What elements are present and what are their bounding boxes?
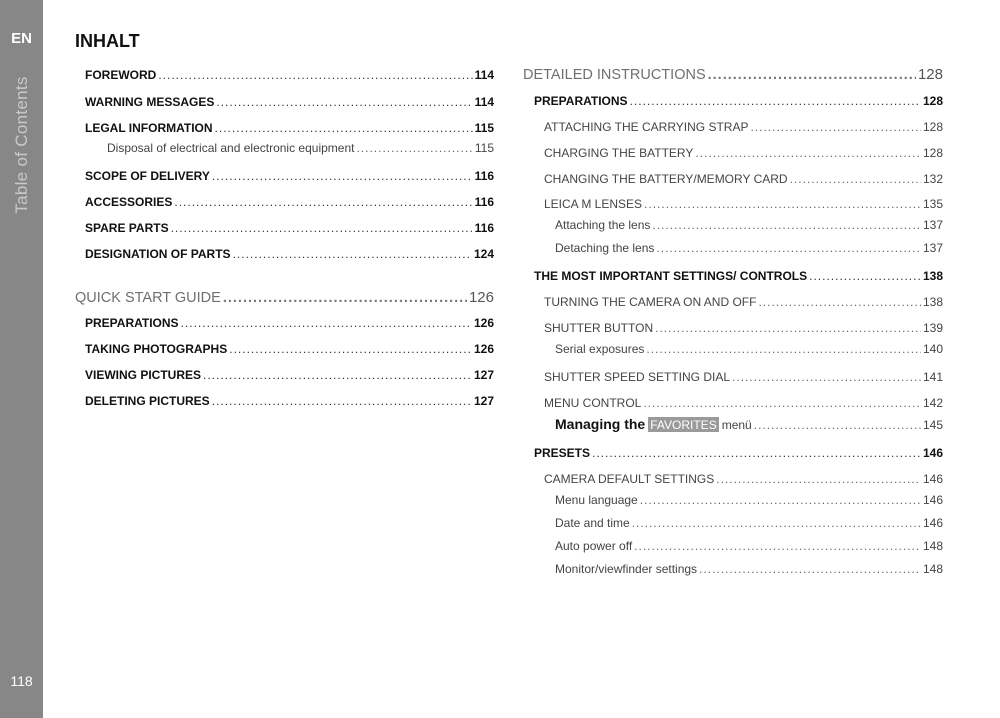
toc-entry-changing-battery-memory-card[interactable]: [544, 172, 943, 186]
toc-entry-warning-messages[interactable]: [85, 95, 494, 109]
leader-dots: [644, 197, 921, 211]
toc-entry-label: PREPARATIONS: [534, 94, 628, 108]
toc-entry-managing-favorites[interactable]: [555, 416, 943, 432]
toc-entry-label: DESIGNATION OF PARTS: [85, 247, 231, 261]
toc-entry-label: THE MOST IMPORTANT SETTINGS/ CONTROLS: [534, 269, 808, 283]
toc-entry-shutter-speed-dial[interactable]: [544, 370, 943, 384]
leader-dots: [632, 516, 921, 530]
leader-dots: [356, 141, 472, 155]
toc-entry-page: 148: [922, 539, 943, 553]
toc-entry-label: Menu language: [555, 493, 638, 507]
toc-entry-page: 132: [922, 172, 943, 186]
leader-dots: [223, 290, 467, 306]
leader-dots: [229, 342, 472, 356]
toc-entry-page: 140: [922, 342, 943, 356]
leader-dots: [233, 247, 472, 261]
toc-entry-label: Serial exposures: [555, 342, 645, 356]
toc-entry-page: 148: [922, 562, 943, 576]
toc-entry-label: Detaching the lens: [555, 241, 655, 255]
leader-dots: [655, 321, 921, 335]
toc-entry-leica-m-lenses[interactable]: [544, 197, 943, 211]
leader-dots: [634, 539, 921, 553]
toc-entry-label: ATTACHING THE CARRYING STRAP: [544, 120, 749, 134]
toc-entry-label: CHARGING THE BATTERY: [544, 146, 694, 160]
leader-dots: [652, 218, 921, 232]
toc-entry-page: 139: [922, 321, 943, 335]
toc-entry-page: 138: [922, 269, 943, 283]
toc-section-detailed-instructions[interactable]: [523, 66, 943, 83]
toc-entry-most-important-settings[interactable]: [534, 269, 943, 283]
leader-dots: [171, 221, 473, 235]
toc-entry-label: WARNING MESSAGES: [85, 95, 215, 109]
page-title: INHALT: [75, 31, 140, 51]
toc-entry-page: 126: [473, 342, 494, 356]
toc-section-page: 128: [917, 66, 943, 83]
toc-entry-serial-exposures[interactable]: [555, 342, 943, 356]
toc-entry-page: 138: [922, 295, 943, 309]
toc-entry-label: SHUTTER BUTTON: [544, 321, 654, 335]
toc-entry-page: 128: [922, 120, 943, 134]
favorites-badge: FAVORITES: [650, 418, 717, 432]
toc-entry-page: 114: [474, 68, 494, 82]
toc-entry-detaching-lens[interactable]: [555, 241, 943, 255]
toc-entry-label: TURNING THE CAMERA ON AND OFF: [544, 295, 757, 309]
leader-dots: [754, 418, 921, 432]
toc-entry-disposal[interactable]: [107, 141, 494, 155]
toc-entry-foreword[interactable]: [85, 68, 494, 82]
toc-entry-label: Monitor/viewfinder settings: [555, 562, 698, 576]
toc-entry-page: 141: [922, 370, 943, 384]
leader-dots: [643, 396, 921, 410]
toc-entry-page: 114: [474, 95, 494, 109]
toc-entry-page: 128: [922, 94, 943, 108]
toc-entry-page: 146: [922, 472, 943, 486]
toc-entry-preparations[interactable]: [85, 316, 494, 330]
toc-entry-accessories[interactable]: [85, 195, 494, 209]
toc-entry-page: 137: [922, 241, 943, 255]
leader-dots: [708, 67, 916, 83]
toc-entry-page: 127: [473, 368, 494, 382]
toc-entry-auto-power-off[interactable]: [555, 539, 943, 553]
toc-entry-taking-photographs[interactable]: [85, 342, 494, 356]
leader-dots: [732, 370, 921, 384]
toc-entry-page: 145: [922, 418, 943, 432]
toc-entry-page: 115: [474, 141, 494, 155]
leader-dots: [640, 493, 921, 507]
toc-entry-label: CHANGING THE BATTERY/MEMORY CARD: [544, 172, 788, 186]
language-label: EN: [11, 30, 32, 47]
toc-entry-date-and-time[interactable]: [555, 516, 943, 530]
toc-entry-page: 126: [473, 316, 494, 330]
leader-dots: [750, 120, 921, 134]
favorites-label-bold: Managing the: [555, 416, 646, 432]
leader-dots: [212, 169, 473, 183]
toc-entry-viewing-pictures[interactable]: [85, 368, 494, 382]
leader-dots: [181, 316, 472, 330]
toc-entry-menu-language[interactable]: [555, 493, 943, 507]
toc-entry-page: 137: [922, 218, 943, 232]
toc-entry-page: 146: [922, 516, 943, 530]
leader-dots: [592, 446, 921, 460]
toc-entry-label: TAKING PHOTOGRAPHS: [85, 342, 228, 356]
toc-entry-spare-parts[interactable]: [85, 221, 494, 235]
toc-entry-label: SHUTTER SPEED SETTING DIAL: [544, 370, 731, 384]
toc-entry-label: [555, 416, 752, 432]
toc-entry-label: VIEWING PICTURES: [85, 368, 202, 382]
toc-entry-page: 116: [474, 221, 494, 235]
toc-entry-turning-camera-on-off[interactable]: [544, 295, 943, 309]
toc-entry-page: 115: [474, 121, 494, 135]
toc-section-page: 126: [468, 289, 494, 306]
toc-entry-label: PRESETS: [534, 446, 591, 460]
toc-section-label: QUICK START GUIDE: [75, 290, 221, 306]
toc-entry-label: FOREWORD: [85, 68, 157, 82]
leader-dots: [758, 295, 921, 309]
leader-dots: [656, 241, 921, 255]
toc-entry-page: 146: [922, 493, 943, 507]
toc-entry-page: 146: [922, 446, 943, 460]
toc-entry-label: LEICA M LENSES: [544, 197, 643, 211]
toc-entry-page: 135: [922, 197, 943, 211]
leader-dots: [216, 95, 472, 109]
leader-dots: [809, 269, 921, 283]
leader-dots: [699, 562, 921, 576]
toc-entry-charging-battery[interactable]: [544, 146, 943, 160]
toc-entry-label: LEGAL INFORMATION: [85, 121, 213, 135]
sidebar: [0, 0, 43, 718]
vertical-section-title: Table of Contents: [12, 76, 31, 214]
toc-entry-label: ACCESSORIES: [85, 195, 173, 209]
toc-entry-shutter-button[interactable]: [544, 321, 943, 335]
toc-entry-page: 124: [473, 247, 494, 261]
toc-entry-scope-of-delivery[interactable]: [85, 169, 494, 183]
toc-entry-label: Attaching the lens: [555, 218, 651, 232]
toc-entry-label: DELETING PICTURES: [85, 394, 210, 408]
leader-dots: [716, 472, 921, 486]
favorites-label-rest: menü: [721, 418, 752, 432]
toc-section-label: DETAILED INSTRUCTIONS: [523, 67, 706, 83]
toc-entry-page: 128: [922, 146, 943, 160]
toc-entry-attaching-carrying-strap[interactable]: [544, 120, 943, 134]
toc-entry-attaching-lens[interactable]: [555, 218, 943, 232]
leader-dots: [174, 195, 472, 209]
toc-entry-menu-control[interactable]: [544, 396, 943, 410]
leader-dots: [695, 146, 921, 160]
toc-entry-presets[interactable]: [534, 446, 943, 460]
toc-entry-preparations[interactable]: [534, 94, 943, 108]
toc-entry-label: Date and time: [555, 516, 630, 530]
leader-dots: [215, 121, 473, 135]
leader-dots: [790, 172, 921, 186]
toc-entry-label: Auto power off: [555, 539, 633, 553]
toc-entry-deleting-pictures[interactable]: [85, 394, 494, 408]
toc-entry-page: 127: [473, 394, 494, 408]
toc-entry-page: 142: [922, 396, 943, 410]
toc-entry-label: Disposal of electrical and electronic equipment: [107, 141, 355, 155]
page-number: 118: [10, 673, 33, 689]
leader-dots: [203, 368, 472, 382]
toc-entry-camera-default-settings[interactable]: [544, 472, 943, 486]
leader-dots: [158, 68, 472, 82]
toc-entry-legal-information[interactable]: [85, 121, 494, 135]
toc-entry-label: SPARE PARTS: [85, 221, 169, 235]
toc-entry-designation-of-parts[interactable]: [85, 247, 494, 261]
toc-entry-label: PREPARATIONS: [85, 316, 179, 330]
leader-dots: [646, 342, 921, 356]
toc-entry-monitor-viewfinder-settings[interactable]: [555, 562, 943, 576]
toc-entry-page: 116: [474, 195, 494, 209]
toc-entry-label: SCOPE OF DELIVERY: [85, 169, 210, 183]
leader-dots: [630, 94, 921, 108]
toc-section-quick-start-guide[interactable]: [75, 289, 494, 306]
toc-entry-label: CAMERA DEFAULT SETTINGS: [544, 472, 715, 486]
toc-entry-page: 116: [474, 169, 494, 183]
toc-entry-label: MENU CONTROL: [544, 396, 642, 410]
leader-dots: [212, 394, 472, 408]
